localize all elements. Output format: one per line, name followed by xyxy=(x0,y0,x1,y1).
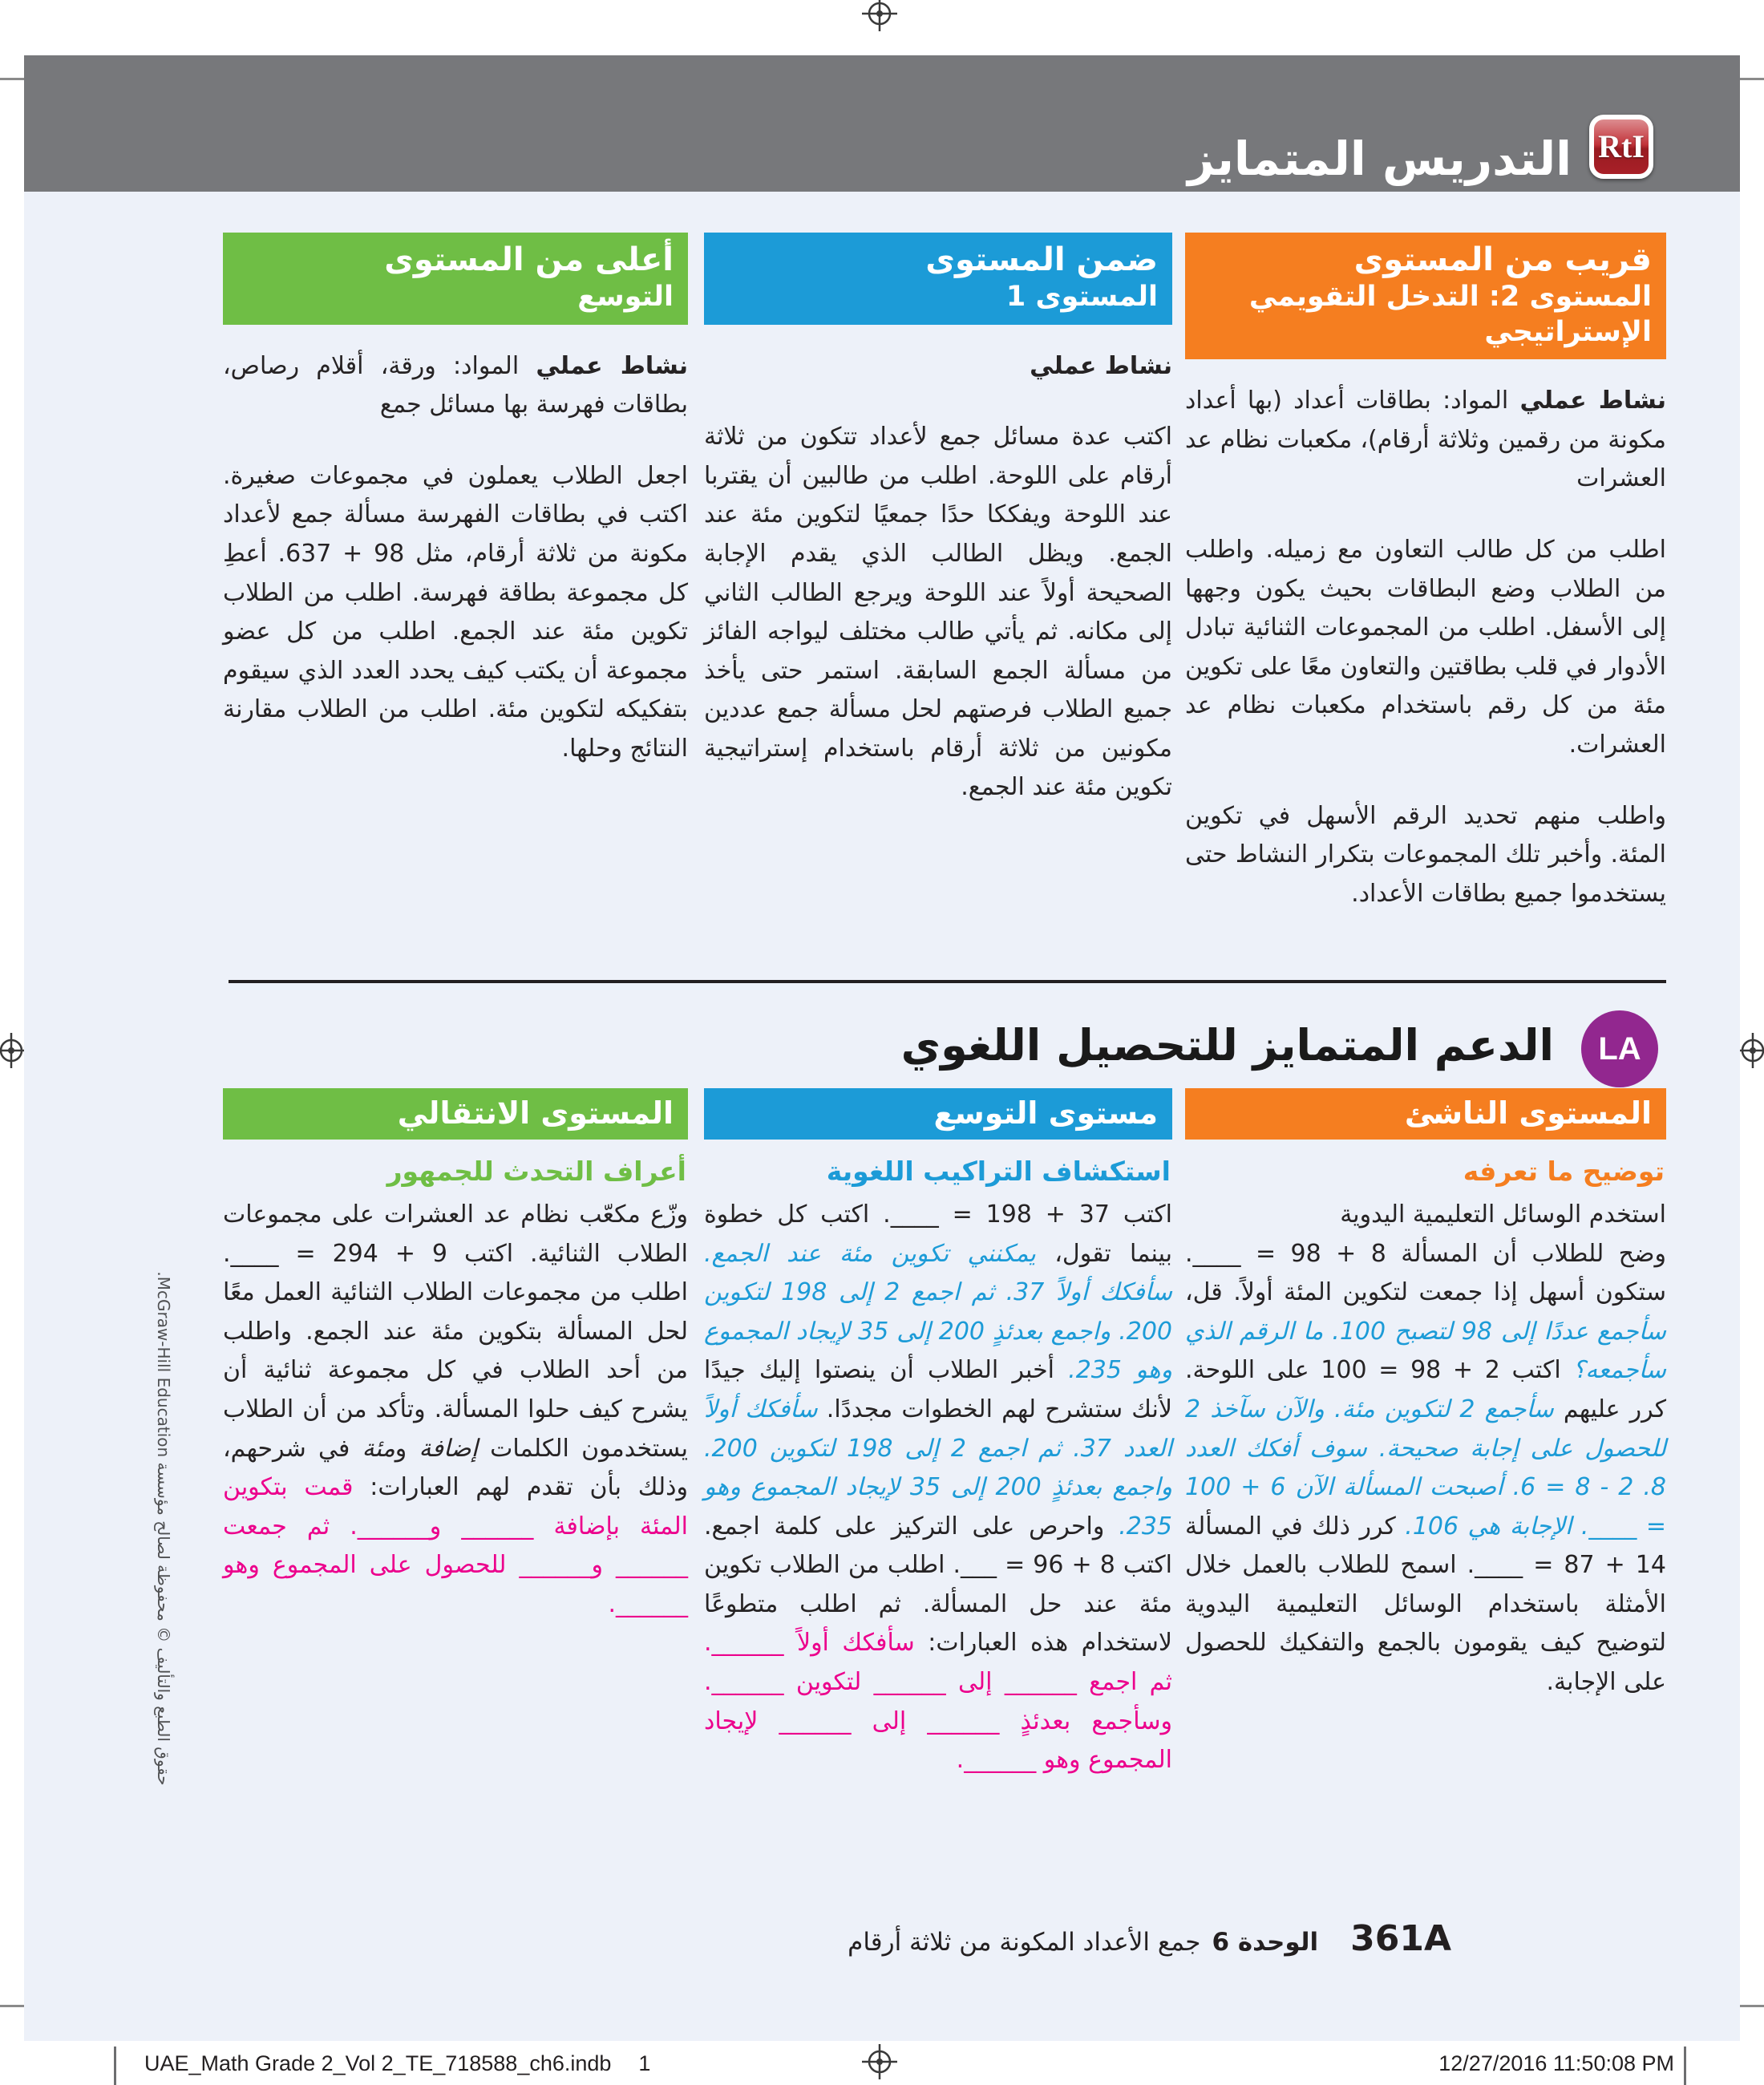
column-body-expanding xyxy=(704,1196,1172,1780)
registration-mark-bottom xyxy=(862,2044,897,2079)
paragraph xyxy=(704,347,1172,387)
text-segment: اكتب عدة مسائل جمع لأعداد تتكون من ثلاثة أرقام على اللوحة. اطلب من طالبين أن يقتربا عند اللوحة ويفككا حدًا جمعيًا لتكوين مئة عند الجمع. ويظل الطالب الذي يقدم الإجابة الصحيحة أولاً عند اللوحة ويرجع الطالب الثاني إلى مكانه. ثم يأتي طالب مختلف ليواجه الفائز من مسألة الجمع السابقة. استمر حتى يأخذ جميع الطلاب فرصتهم لحل مسألة جمع عددين مكونين من ثلاثة أرقام باستخدام إستراتيجية تكوين مئة عند الجمع. xyxy=(704,423,1172,802)
level-header-line1: أعلى من المستوى xyxy=(384,241,674,278)
copyright-notice: حقوق الطبع والتأليف © محفوظة لصالح مؤسسة McGraw-Hill Education. xyxy=(154,1271,173,1786)
text-segment: سأفكك أولاً ______. ثم اجمع ______ إلى ______ لتكوين ______. وسأجمع بعدئذٍ ______ إلى ______ لإيجاد المجموع وهو ______. xyxy=(704,1629,1172,1775)
text-segment: المواد: ورقة، أقلام رصاص، بطاقات فهرسة بها مسائل جمع xyxy=(223,351,688,419)
text-segment: نشاط عملي xyxy=(1519,387,1666,415)
unit-label: الوحدة 6 xyxy=(1212,1928,1319,1957)
paragraph xyxy=(1185,382,1666,499)
paragraph xyxy=(1185,1196,1666,1702)
level-header-on-level xyxy=(704,233,1172,325)
print-timestamp: 12/27/2016 11:50:08 PM xyxy=(1438,2051,1674,2075)
column-body-bridging xyxy=(223,1196,688,1625)
text-segment: كرر ذلك في المسألة 14 + 87 = ____. اسمح للطلاب بالعمل خلال الأمثلة باستخدام الوسائل التعليمية اليدوية لتوضيح كيف يقومون بالجمع والتفكيك للحصول على الإجابة. xyxy=(1185,1512,1666,1697)
paragraph xyxy=(223,1196,688,1625)
registration-mark-top xyxy=(862,0,897,31)
text-segment: اكتب 37 + 198 = ____. اكتب كل خطوة بينما تقول، xyxy=(704,1200,1172,1268)
column-body-near-level xyxy=(1185,382,1666,913)
page-title: التدريس المتمايز xyxy=(1187,132,1572,187)
rti-badge-label: RtI xyxy=(1598,128,1645,164)
column-subtitle-expanding: استكشاف التراكيب اللغوية xyxy=(826,1156,1171,1188)
text-segment: اطلب من كل طالب التعاون مع زميله. واطلب من الطلاب وضع البطاقات بحيث يكون وجهها إلى الأسفل. اطلب من المجموعات الثنائية تبادل الأدوار في قلب بطاقتين والتعاون معًا على تكوين مئة من كل رقم باستخدام مكعبات نظام عد العشرات. xyxy=(1185,536,1666,759)
level-header-expanding xyxy=(704,1088,1172,1140)
text-segment: المواد: بطاقات أعداد (بها أعداد مكونة من رقمين وثلاثة أرقام)، مكعبات نظام عد العشرات xyxy=(1185,387,1666,493)
print-crop-bar-left xyxy=(114,2047,116,2085)
text-segment: سأجمع عددًا إلى 98 لتصبح 100. ما الرقم الذي سأجمعه؟ xyxy=(1185,1317,1667,1385)
text-segment: وضح للطلاب أن المسألة 8 + 98 = ____. ستكون أسهل إذا جمعت لتكوين المئة أولاً. قل، xyxy=(1185,1239,1666,1307)
text-segment: إضافة xyxy=(419,1434,478,1463)
column-body-emerging xyxy=(1185,1196,1666,1702)
level-header-line2: المستوى 2: التدخل التقويمي الإستراتيجي xyxy=(1248,280,1652,348)
print-sheet-number: 1 xyxy=(638,2051,651,2075)
rti-badge-icon xyxy=(1589,115,1653,179)
column-body-on-level xyxy=(704,347,1172,808)
level-header-line1: قريب من المستوى xyxy=(1353,241,1652,278)
paragraph xyxy=(704,1196,1172,1780)
print-crop-bar-right xyxy=(1684,2047,1686,2085)
level-header-bridging xyxy=(223,1088,688,1140)
page-banner xyxy=(24,55,1740,192)
print-file-name: UAE_Math Grade 2_Vol 2_TE_718588_ch6.indb xyxy=(144,2051,612,2075)
level-header-line1: المستوى الانتقالي xyxy=(397,1095,674,1131)
level-header-above-level xyxy=(223,233,688,325)
text-segment: واحرص على التركيز على كلمة اجمع. اكتب 8 + 96 = ___. اطلب من الطلاب تكوين مئة عند حل المسألة. ثم اطلب متطوعًا لاستخدام هذه العبارات: xyxy=(704,1512,1172,1658)
rti-cols-column-near-level xyxy=(1185,233,1666,945)
text-segment: نشاط عملي xyxy=(1030,351,1172,380)
level-header-line1: مستوى التوسع xyxy=(933,1095,1158,1131)
column-subtitle-bridging: أعراف التحدث للجمهور xyxy=(386,1156,686,1188)
rti-cols-column-above-level xyxy=(223,233,688,800)
text-segment: اكتب 2 + 98 = 100 على اللوحة. كرر عليهم xyxy=(1185,1356,1667,1423)
text-segment: واطلب منهم تحديد الرقم الأسهل في تكوين المئة. وأخبر تلك المجموعات بتكرار النشاط حتى يستخدموا جميع بطاقات الأعداد. xyxy=(1185,801,1666,908)
print-file-info xyxy=(144,2051,650,2076)
paragraph xyxy=(223,457,688,769)
text-segment: نشاط عملي xyxy=(536,351,688,380)
text-segment: و xyxy=(394,1434,419,1463)
level-header-line1: ضمن المستوى xyxy=(925,241,1158,278)
text-segment: يمكنني تكوين مئة عند الجمع. سأفكك أولاً 37. ثم اجمع 2 إلى 198 لتكوين 200. واجمع بعدئذٍ 200 إلى 35 لإيجاد المجموع وهو 235. xyxy=(704,1239,1173,1385)
text-segment: استخدم الوسائل التعليمية اليدوية xyxy=(1340,1200,1666,1229)
level-header-line2: التوسع xyxy=(577,280,674,313)
column-body-above-level xyxy=(223,347,688,769)
la-cols-column-emerging xyxy=(1185,1088,1666,1735)
text-segment: سأفكك أولاً العدد 37. ثم اجمع 2 إلى 198 لتكوين 200. واجمع بعدئذٍ 200 إلى 35 لإيجاد المجموع وهو 235. xyxy=(704,1395,1172,1540)
la-cols-column-expanding xyxy=(704,1088,1172,1812)
la-badge-label: LA xyxy=(1598,1030,1641,1067)
paragraph xyxy=(1185,797,1666,914)
text-segment: قمت بتكوين المئة بإضافة ______ و______. ثم جمعت ______ و______ للحصول على المجموع وهو ______. xyxy=(223,1473,688,1618)
text-segment: في شرحهم، وذلك بأن تقدم لهم العبارات: xyxy=(223,1434,688,1502)
text-segment: اجعل الطلاب يعملون في مجموعات صغيرة. اكتب في بطاقات الفهرسة مسألة جمع لأعداد مكونة من ثلاثة أرقام، مثل 98 + 637. أعطِ كل مجموعة بطاقة فهرسة. اطلب من الطلاب تكوين مئة عند الجمع. اطلب من كل عضو مجموعة أن يكتب كيف يحدد العدد الذي سيقوم بتفكيكه لتكوين مئة. اطلب من الطلاب مقارنة النتائج وحلها. xyxy=(223,461,688,763)
la-section-title: الدعم المتمايز للتحصيل اللغوي xyxy=(900,1020,1554,1071)
section-divider xyxy=(229,980,1666,983)
paragraph xyxy=(704,418,1172,808)
level-header-line2: المستوى 1 xyxy=(1005,280,1158,313)
la-badge-icon xyxy=(1581,1010,1658,1087)
level-header-near-level xyxy=(1185,233,1666,359)
text-segment: أخبر الطلاب أن ينصتوا إليك جيدًا لأنك ستشرح لهم الخطوات مجددًا. xyxy=(704,1356,1173,1423)
level-header-line1: المستوى الناشئ xyxy=(1404,1095,1652,1131)
paragraph xyxy=(223,347,688,425)
la-cols-column-bridging xyxy=(223,1088,688,1656)
unit-title: جمع الأعداد المكونة من ثلاثة أرقام xyxy=(848,1928,1201,1957)
text-segment: وزّع مكعّب نظام عد العشرات على مجموعات الطلاب الثنائية. اكتب 9 + 294 = ____. اطلب من مجموعات الطلاب الثنائية العمل معًا لحل المسألة بتكوين مئة عند الجمع. واطلب من أحد الطلاب في كل مجموعة ثنائية أن يشرح كيف حلوا المسألة. وتأكد من أن الطلاب يستخدمون الكلمات xyxy=(223,1200,688,1463)
page-footer xyxy=(848,1918,1451,1959)
text-segment: مئة xyxy=(362,1434,395,1463)
paragraph xyxy=(1185,531,1666,765)
column-subtitle-emerging: توضيح ما تعرفه xyxy=(1463,1156,1665,1188)
level-header-emerging xyxy=(1185,1088,1666,1140)
page-number: 361A xyxy=(1350,1918,1451,1959)
rti-cols-column-on-level xyxy=(704,233,1172,840)
text-segment: سأجمع 2 لتكوين مئة. والآن سآخذ 2 للحصول على إجابة صحيحة. سوف أفكك العدد 8. 2 - 8 = 6. أصبحت المسألة الآن 6 + 100 = ____. الإجابة هي 106. xyxy=(1185,1395,1666,1540)
